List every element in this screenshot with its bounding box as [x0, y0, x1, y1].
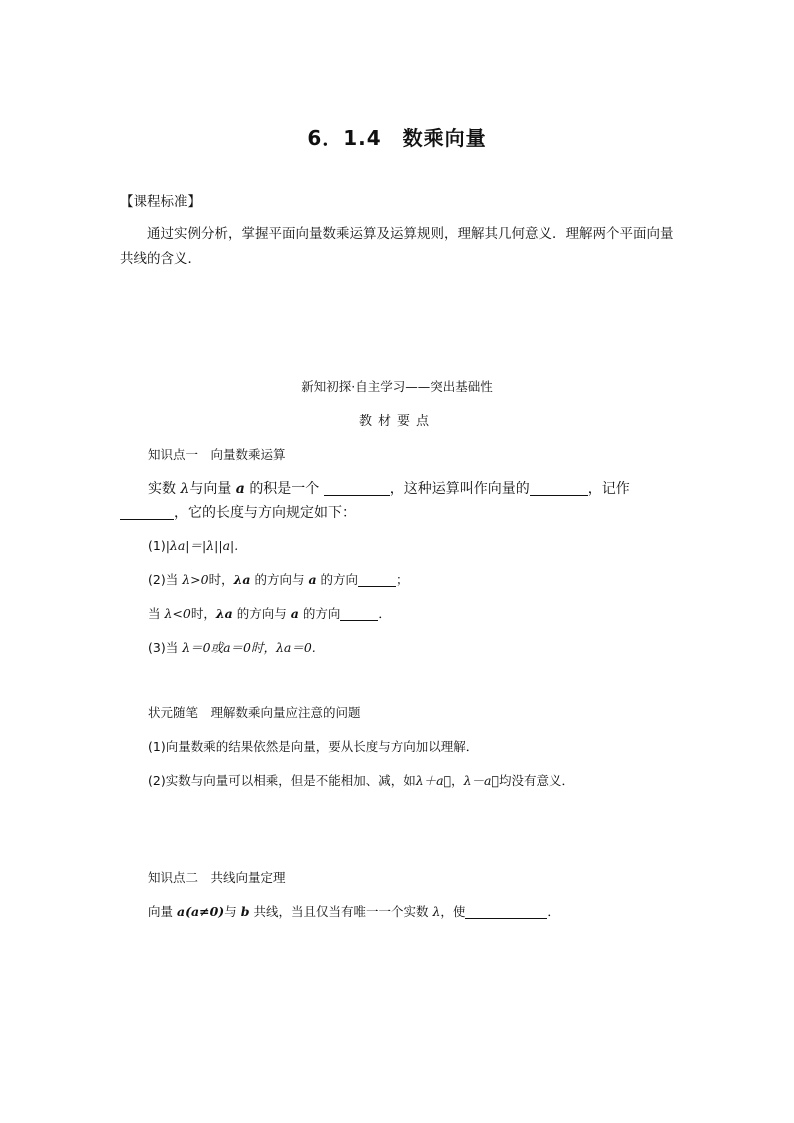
lambda-symbol: λ	[180, 481, 190, 497]
rule-2	[148, 570, 409, 588]
kp1-intro-line2	[120, 502, 356, 522]
rule-2-text: 的方向与	[254, 572, 305, 587]
rule-4-prefix: (3)当	[148, 640, 179, 655]
blank-4	[358, 572, 396, 587]
rule-3-end: 的方向	[302, 606, 341, 621]
rule-2-a: a	[308, 572, 317, 587]
rule-2-tail: ；	[396, 572, 409, 587]
rule-3-tail: ．	[378, 606, 391, 621]
intro-text-b: 与向量	[189, 481, 232, 497]
note-2	[148, 771, 574, 789]
rule-3-cond: λ<0	[164, 606, 191, 621]
rule-1	[148, 536, 238, 554]
rule-3-a: a	[290, 606, 299, 621]
rule-4-formula: λ＝0或a＝0时，λa＝0.	[182, 640, 316, 655]
rule-3-mid: 时，	[190, 606, 216, 621]
note-2-text-a: (2)实数与向量可以相乘，但是不能相加、减，如	[148, 773, 416, 788]
standard-heading: 【课程标准】	[120, 194, 201, 210]
rule-1-prefix: (1)	[148, 538, 166, 553]
rule-2-prefix: (2)当	[148, 572, 179, 587]
kp2-text-c: 共线，当且仅当有唯一一个实数	[253, 904, 429, 919]
rule-3	[148, 604, 391, 622]
rule-3-text: 的方向与	[236, 606, 287, 621]
kp2-vector-b: b	[240, 904, 250, 919]
section-title: 新知初探·自主学习——突出基础性	[301, 379, 493, 394]
rule-2-mid: 时，	[208, 572, 234, 587]
note-2-sep: ，	[451, 773, 464, 788]
kp2-theorem	[148, 902, 560, 920]
rule-3-prefix: 当	[148, 606, 161, 621]
page-title: 6．1.4 数乘向量	[307, 126, 487, 150]
kp1-intro-line1	[148, 478, 630, 498]
rule-1-formula: |λa|＝|λ||a|.	[165, 538, 239, 553]
intro-text-d: ，这种运算叫作向量的	[389, 481, 530, 497]
intro-text-e: ，记作	[587, 481, 630, 497]
section-subtitle: 教材要点	[358, 414, 435, 429]
kp2-lambda: λ	[432, 904, 441, 919]
kp2-vector-cond: a(a≠0)	[177, 904, 225, 919]
kp2-text-d: ，使	[440, 904, 466, 919]
blank-5	[340, 606, 378, 621]
rule-2-end: 的方向	[320, 572, 359, 587]
note-2-formula-2: λ－a⃗	[463, 773, 500, 788]
kp2-heading: 知识点二 共线向量定理	[148, 870, 286, 885]
blank-6	[465, 904, 547, 919]
rule-4	[148, 638, 316, 656]
blank-2	[530, 481, 588, 496]
notes-heading: 状元随笔 理解数乘向量应注意的问题	[148, 705, 361, 720]
kp2-tail: ．	[547, 904, 560, 919]
intro-text-c: 的积是一个	[249, 481, 320, 497]
blank-1	[324, 481, 390, 496]
standard-text: 通过实例分析，掌握平面向量数乘运算及运算规则，理解其几何意义．理解两个平面向量共线的含义．	[120, 226, 674, 267]
note-2-text-b: 均没有意义．	[499, 773, 575, 788]
rule-3-lambda-a: λa	[215, 606, 233, 621]
vector-a: a	[235, 481, 245, 497]
kp2-text-b: 与	[224, 904, 237, 919]
kp2-text-a: 向量	[148, 904, 174, 919]
intro-text-f: ，它的长度与方向规定如下：	[174, 505, 356, 521]
note-2-formula-1: λ＋a⃗	[415, 773, 452, 788]
kp1-heading: 知识点一 向量数乘运算	[148, 447, 286, 462]
rule-2-cond: λ>0	[182, 572, 209, 587]
intro-text-a: 实数	[148, 481, 176, 497]
blank-3	[120, 505, 174, 520]
note-1: (1)向量数乘的结果依然是向量，要从长度与方向加以理解．	[148, 739, 479, 754]
rule-2-lambda-a: λa	[233, 572, 251, 587]
